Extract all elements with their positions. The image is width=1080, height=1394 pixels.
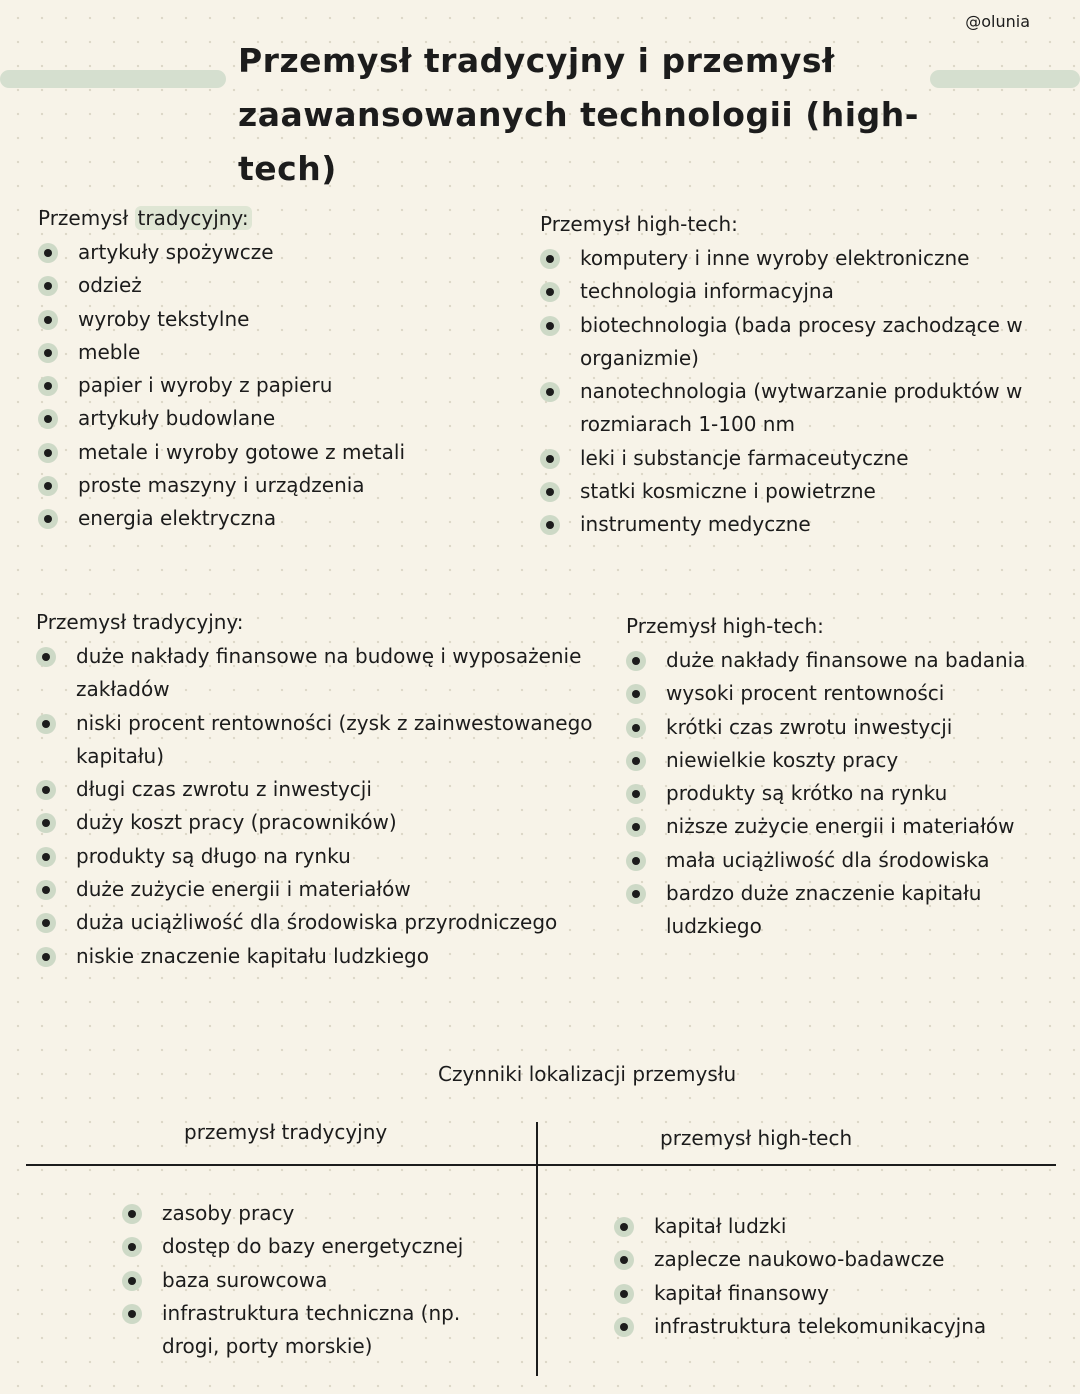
list-item: artykuły budowlane <box>38 402 508 435</box>
author-handle: @olunia <box>965 12 1030 31</box>
list-item: zaplecze naukowo-badawcze <box>614 1243 1054 1276</box>
list-item: duży koszt pracy (pracowników) <box>36 806 596 839</box>
bullet-icon <box>540 482 560 502</box>
list-item: duża uciążliwość dla środowiska przyrodniczego <box>36 906 596 939</box>
list-item: technologia informacyjna <box>540 275 1050 308</box>
hightech-features-heading: Przemysł high-tech: <box>626 614 824 638</box>
bullet-icon <box>614 1317 634 1337</box>
bullet-icon <box>36 947 56 967</box>
bullet-icon <box>626 718 646 738</box>
list-item: duże nakłady finansowe na badania <box>626 644 1066 677</box>
page-title <box>238 34 958 196</box>
list-item: dostęp do bazy energetycznej <box>122 1230 522 1263</box>
list-item: odzież <box>38 269 508 302</box>
list-item: proste maszyny i urządzenia <box>38 469 508 502</box>
bullet-icon <box>122 1271 142 1291</box>
bullet-icon <box>38 476 58 496</box>
bullet-icon <box>614 1284 634 1304</box>
list-item: instrumenty medyczne <box>540 508 1050 541</box>
bullet-icon <box>626 751 646 771</box>
bullet-icon <box>38 443 58 463</box>
list-item: niskie znaczenie kapitału ludzkiego <box>36 940 596 973</box>
bullet-icon <box>122 1304 142 1324</box>
bullet-icon <box>36 813 56 833</box>
hightech-features-section <box>626 612 1066 944</box>
hightech-features-list <box>626 644 1066 944</box>
bullet-icon <box>38 343 58 363</box>
list-item: infrastruktura telekomunikacyjna <box>614 1310 1054 1343</box>
bullet-icon <box>122 1204 142 1224</box>
list-item: produkty są długo na rynku <box>36 840 596 873</box>
list-item: kapitał ludzki <box>614 1210 1054 1243</box>
list-item: statki kosmiczne i powietrzne <box>540 475 1050 508</box>
left-decorative-bar <box>0 70 226 88</box>
list-item: długi czas zwrotu z inwestycji <box>36 773 596 806</box>
traditional-features-section <box>36 608 596 973</box>
bullet-icon <box>614 1217 634 1237</box>
list-item: infrastruktura techniczna (np. drogi, porty morskie) <box>122 1297 492 1364</box>
list-item: niższe zużycie energii i materiałów <box>626 810 1066 843</box>
list-item: metale i wyroby gotowe z metali <box>38 436 508 469</box>
list-item: kapitał finansowy <box>614 1277 1054 1310</box>
table-vertical-divider <box>536 1122 538 1376</box>
bullet-icon <box>38 376 58 396</box>
hightech-products-heading: Przemysł high-tech: <box>540 212 738 236</box>
bullet-icon <box>36 780 56 800</box>
bullet-icon <box>626 884 646 904</box>
list-item: leki i substancje farmaceutyczne <box>540 442 1050 475</box>
bullet-icon <box>38 509 58 529</box>
bullet-icon <box>626 651 646 671</box>
list-item: artykuły spożywcze <box>38 236 508 269</box>
list-item: nanotechnologia (wytwarzanie produktów w rozmiarach 1-100 nm <box>540 375 1050 442</box>
bullet-icon <box>540 249 560 269</box>
list-item: biotechnologia (bada procesy zachodzące w organizmie) <box>540 309 1050 376</box>
page-title-line-1: Przemysł tradycyjny i przemysł <box>238 41 835 80</box>
heading-prefix: Przemysł <box>38 206 135 230</box>
list-item: baza surowcowa <box>122 1264 522 1297</box>
bullet-icon <box>540 515 560 535</box>
list-item: zasoby pracy <box>122 1197 522 1230</box>
list-item: bardzo duże znaczenie kapitału ludzkiego <box>626 877 1066 944</box>
bullet-icon <box>36 880 56 900</box>
bullet-icon <box>614 1250 634 1270</box>
traditional-features-heading: Przemysł tradycyjny: <box>36 610 244 634</box>
bullet-icon <box>540 282 560 302</box>
page-title-line-2: zaawansowanych technologii (high-tech) <box>238 95 919 188</box>
bullet-icon <box>36 847 56 867</box>
list-item: krótki czas zwrotu inwestycji <box>626 711 1066 744</box>
list-item: komputery i inne wyroby elektroniczne <box>540 242 1050 275</box>
bullet-icon <box>36 647 56 667</box>
bullet-icon <box>626 684 646 704</box>
list-item: wysoki procent rentowności <box>626 677 1066 710</box>
list-item: niewielkie koszty pracy <box>626 744 1066 777</box>
location-traditional-section <box>122 1197 522 1363</box>
hightech-products-list <box>540 242 1050 542</box>
list-item: niski procent rentowności (zysk z zainwestowanego kapitału) <box>36 707 596 774</box>
bullet-icon <box>540 316 560 336</box>
bullet-icon <box>626 851 646 871</box>
list-item: meble <box>38 336 508 369</box>
bullet-icon <box>38 310 58 330</box>
location-hightech-heading: przemysł high-tech <box>660 1126 853 1150</box>
list-item: wyroby tekstylne <box>38 303 508 336</box>
bullet-icon <box>38 276 58 296</box>
list-item: produkty są krótko na rynku <box>626 777 1066 810</box>
location-factors-title: Czynniki lokalizacji przemysłu <box>438 1062 737 1086</box>
traditional-features-list <box>36 640 596 973</box>
list-item: duże zużycie energii i materiałów <box>36 873 596 906</box>
list-item: duże nakłady finansowe na budowę i wyposażenie zakładów <box>36 640 596 707</box>
location-traditional-heading: przemysł tradycyjny <box>184 1120 388 1144</box>
traditional-products-list <box>38 236 508 536</box>
bullet-icon <box>626 784 646 804</box>
bullet-icon <box>36 913 56 933</box>
bullet-icon <box>36 714 56 734</box>
location-hightech-section <box>614 1210 1054 1343</box>
list-item: energia elektryczna <box>38 502 508 535</box>
bullet-icon <box>626 817 646 837</box>
heading-highlight: tradycyjny: <box>135 206 252 230</box>
location-traditional-list <box>122 1197 522 1363</box>
table-horizontal-divider <box>26 1164 1056 1166</box>
location-hightech-list <box>614 1210 1054 1343</box>
hightech-products-section <box>540 210 1050 542</box>
list-item: mała uciążliwość dla środowiska <box>626 844 1066 877</box>
bullet-icon <box>122 1237 142 1257</box>
traditional-products-section <box>38 204 508 536</box>
bullet-icon <box>540 449 560 469</box>
traditional-products-heading <box>38 204 508 232</box>
bullet-icon <box>38 243 58 263</box>
list-item: papier i wyroby z papieru <box>38 369 508 402</box>
bullet-icon <box>38 409 58 429</box>
bullet-icon <box>540 382 560 402</box>
